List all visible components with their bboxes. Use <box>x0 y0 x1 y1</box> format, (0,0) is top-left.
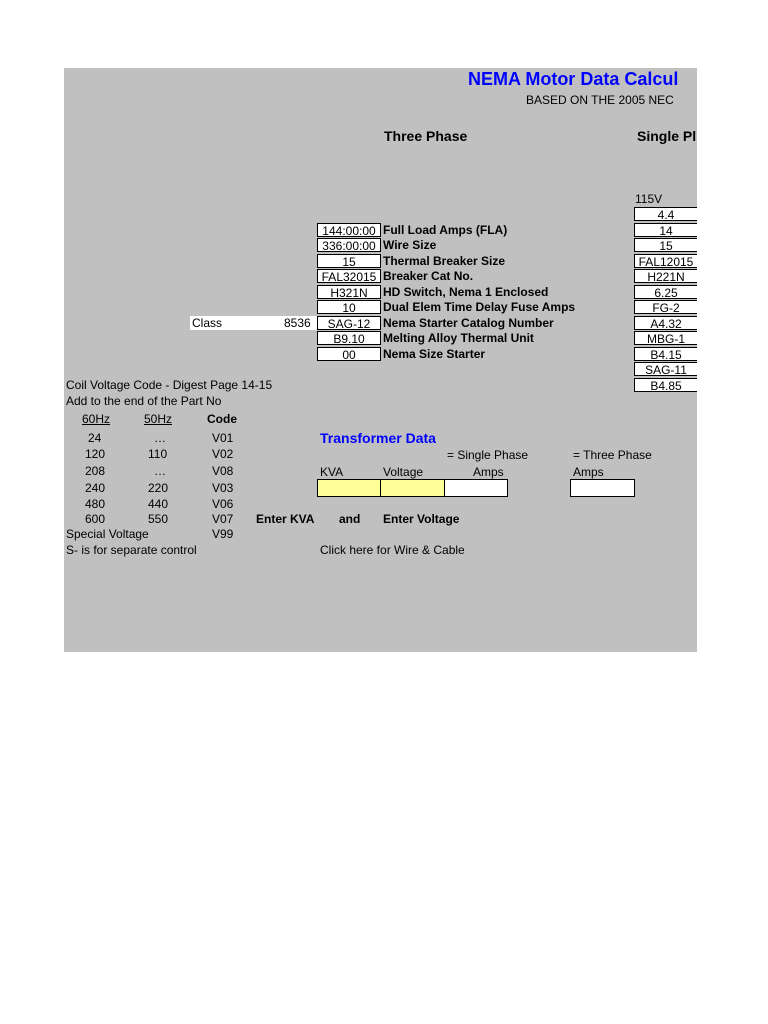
sp-cell[interactable]: 15 <box>634 238 697 252</box>
single-phase-voltage: 115V <box>635 192 663 206</box>
tp-wire-size-label: Wire Size <box>383 238 437 252</box>
sp-cell[interactable]: SAG-11 <box>634 362 697 376</box>
kva-label: KVA <box>320 465 344 479</box>
enter-kva-label: Enter KVA <box>256 512 315 526</box>
coil-code: V07 <box>212 512 234 526</box>
coil-code: V06 <box>212 497 234 511</box>
voltage-input[interactable] <box>380 479 445 497</box>
tp-breaker-cat-value[interactable]: FAL32015 <box>317 269 381 283</box>
sp-cell[interactable]: FAL12015 <box>634 254 697 268</box>
tp-breaker-cat-label: Breaker Cat No. <box>383 269 474 283</box>
class-label: Class <box>192 316 223 330</box>
three-phase-heading: Three Phase <box>384 128 468 144</box>
sp-cell[interactable]: MBG-1 <box>634 331 697 345</box>
calculator-sheet <box>64 68 697 652</box>
wire-cable-link[interactable]: Click here for Wire & Cable <box>320 543 465 557</box>
transformer-single-phase: = Single Phase <box>447 448 529 462</box>
coil-code: V01 <box>212 431 234 445</box>
voltage-label: Voltage <box>383 465 424 479</box>
coil-60hz: 240 <box>85 481 106 495</box>
coil-60hz: 480 <box>85 497 106 511</box>
tp-fuse-value[interactable]: 10 <box>317 300 381 314</box>
transformer-three-phase: = Three Phase <box>573 448 652 462</box>
tp-starter-cat-value[interactable]: SAG-12 <box>317 316 381 330</box>
tp-starter-size-value[interactable]: 00 <box>317 347 381 361</box>
separate-control-note: S- is for separate control <box>66 543 197 557</box>
enter-voltage-label: Enter Voltage <box>383 512 460 526</box>
tp-breaker-size-label: Thermal Breaker Size <box>383 254 506 268</box>
tp-starter-size-label: Nema Size Starter <box>383 347 486 361</box>
coil-50hz: 110 <box>148 447 168 461</box>
coil-50hz: 440 <box>148 497 169 511</box>
sp-cell[interactable]: 14 <box>634 223 697 237</box>
sp-cell[interactable]: 4.4 <box>634 207 697 221</box>
sp-cell[interactable]: H221N <box>634 269 697 283</box>
sp-cell[interactable]: 6.25 <box>634 285 697 299</box>
tp-fla-value[interactable]: 144:00:00 <box>317 223 381 237</box>
coil-part-note: Add to the end of the Part No <box>66 394 222 408</box>
sp-cell[interactable]: FG-2 <box>634 300 697 314</box>
three-phase-amps-output <box>570 479 635 497</box>
kva-input[interactable] <box>317 479 381 497</box>
page-subtitle: BASED ON THE 2005 NEC <box>526 93 674 107</box>
coil-50hz: 220 <box>148 481 169 495</box>
coil-50hz: … <box>154 431 166 445</box>
coil-50hz: … <box>154 464 166 478</box>
coil-60hz: 120 <box>85 447 106 461</box>
coil-header-50hz: 50Hz <box>144 412 173 426</box>
tp-fuse-label: Dual Elem Time Delay Fuse Amps <box>383 300 576 314</box>
special-voltage-code: V99 <box>212 527 234 541</box>
coil-60hz: 208 <box>85 464 106 478</box>
tp-fla-label: Full Load Amps (FLA) <box>383 223 508 237</box>
three-amps-label: Amps <box>573 465 604 479</box>
coil-code: V08 <box>212 464 234 478</box>
single-phase-amps-output <box>444 479 508 497</box>
tp-breaker-size-value[interactable]: 15 <box>317 254 381 268</box>
coil-header-code: Code <box>207 412 237 426</box>
coil-code: V02 <box>212 447 234 461</box>
tp-hd-switch-label: HD Switch, Nema 1 Enclosed <box>383 285 549 299</box>
tp-starter-cat-label: Nema Starter Catalog Number <box>383 316 554 330</box>
coil-voltage-note: Coil Voltage Code - Digest Page 14-15 <box>66 378 273 392</box>
tp-hd-switch-value[interactable]: H321N <box>317 285 381 299</box>
tp-thermal-unit-value[interactable]: B9.10 <box>317 331 381 345</box>
transformer-title: Transformer Data <box>320 430 436 446</box>
special-voltage-label: Special Voltage <box>66 527 149 541</box>
coil-60hz: 600 <box>85 512 106 526</box>
single-phase-heading: Single Pl <box>637 128 697 144</box>
coil-code: V03 <box>212 481 234 495</box>
sp-cell[interactable]: A4.32 <box>634 316 697 330</box>
page-title: NEMA Motor Data Calcul <box>468 69 679 89</box>
tp-wire-size-value[interactable]: 336:00:00 <box>317 238 381 252</box>
and-label: and <box>339 512 361 526</box>
coil-50hz: 550 <box>148 512 169 526</box>
single-amps-label: Amps <box>473 465 504 479</box>
tp-thermal-unit-label: Melting Alloy Thermal Unit <box>383 331 534 345</box>
coil-60hz: 24 <box>88 431 102 445</box>
coil-header-60hz: 60Hz <box>82 412 111 426</box>
class-value: 8536 <box>284 316 311 330</box>
sp-cell[interactable]: B4.85 <box>634 378 697 392</box>
sp-cell[interactable]: B4.15 <box>634 347 697 361</box>
